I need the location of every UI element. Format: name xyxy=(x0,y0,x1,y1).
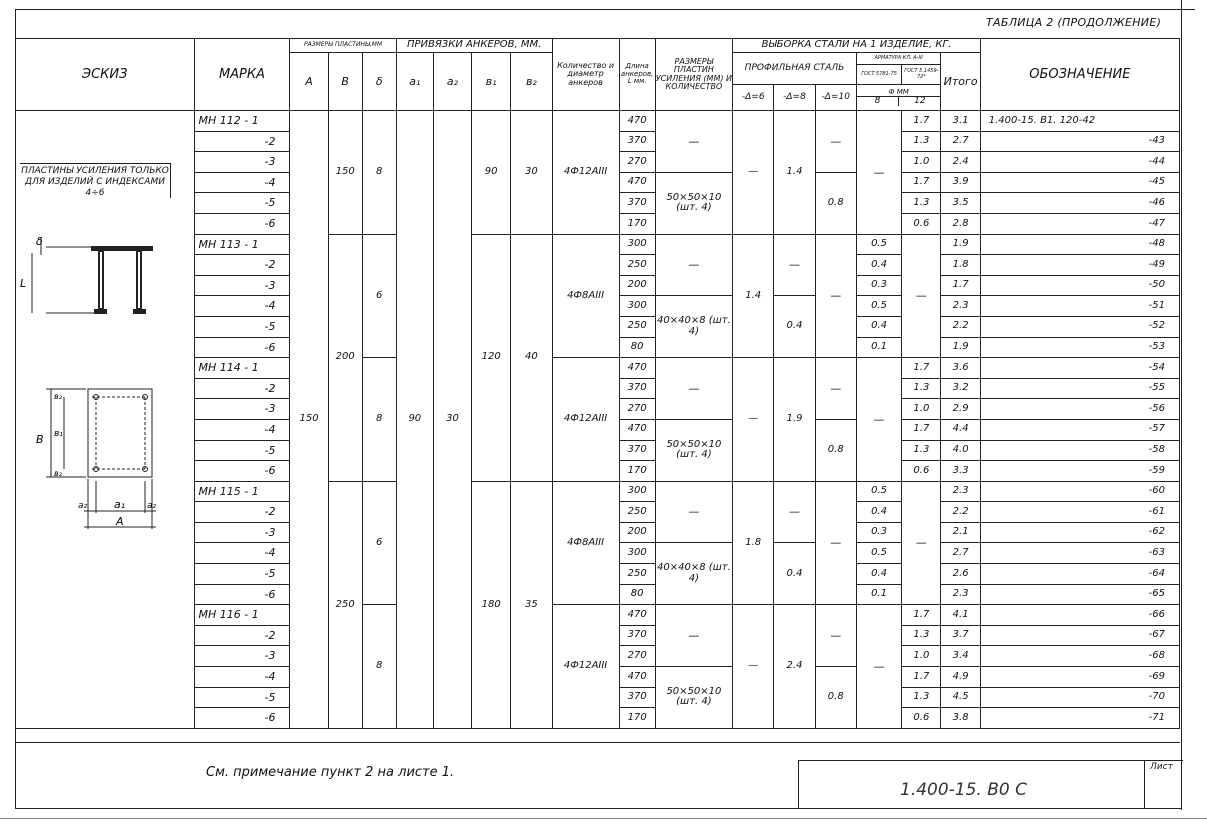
header-dim-b: В xyxy=(328,53,362,111)
sketch-note: ПЛАСТИНЫ УСИЛЕНИЯ ТОЛЬКО ДЛЯ ИЗДЕЛИЙ С ИНДЕКСАМИ 4÷6 xyxy=(20,163,171,198)
anchor-length-cell: 270 xyxy=(619,399,655,420)
marka-cell: МН 113 - 1 xyxy=(194,234,290,255)
designation-cell: -56 xyxy=(980,399,1179,420)
header-diameter-8: 8 xyxy=(857,97,899,106)
anchor-length-cell: 80 xyxy=(619,337,655,358)
marka-cell: -4 xyxy=(194,172,290,193)
anchor-length-cell: 470 xyxy=(619,358,655,379)
header-dim-a2: a₂ xyxy=(433,53,471,111)
rebar-8-cell: 0.4 xyxy=(856,316,901,337)
rebar-12-cell: 1.0 xyxy=(902,646,941,667)
steel-delta10-dash-cell: — xyxy=(815,234,856,358)
rebar-8-cell: 0.4 xyxy=(856,564,901,585)
steel-delta6-cell: 1.4 xyxy=(733,234,774,358)
anchor-a1-cell: 90 xyxy=(396,111,433,729)
designation-cell: -49 xyxy=(980,255,1179,276)
anchor-length-cell: 300 xyxy=(619,481,655,502)
marka-cell: -2 xyxy=(194,131,290,152)
total-cell: 2.7 xyxy=(941,131,980,152)
steel-delta10-cell: 0.8 xyxy=(815,419,856,481)
designation-cell: -66 xyxy=(980,605,1179,626)
total-cell: 1.7 xyxy=(941,275,980,296)
sheet-label: Лист xyxy=(1150,762,1173,772)
page-cut-line xyxy=(0,818,1207,819)
steel-delta8-dash-cell: — xyxy=(774,234,815,296)
total-cell: 2.8 xyxy=(941,213,980,234)
total-cell: 2.7 xyxy=(941,543,980,564)
marka-cell: -5 xyxy=(194,193,290,214)
rebar-12-cell: 1.0 xyxy=(902,152,941,173)
designation-cell: -53 xyxy=(980,337,1179,358)
designation-cell: -63 xyxy=(980,543,1179,564)
frame-right-line xyxy=(1181,0,1182,810)
marka-cell: -2 xyxy=(194,502,290,523)
anchor-length-cell: 470 xyxy=(619,172,655,193)
anchor-b2-cell: 40 xyxy=(511,234,552,481)
rebar-8-cell: 0.3 xyxy=(856,275,901,296)
total-cell: 2.2 xyxy=(941,316,980,337)
designation-cell: -69 xyxy=(980,667,1179,688)
anchor-qty-cell: 4Ф12АIII xyxy=(552,605,619,729)
sketch-label-b2-top: в₂ xyxy=(54,392,62,401)
header-rebar: АРМАТУРА КЛ. А-III xyxy=(856,53,941,65)
steel-delta8-cell: 1.4 xyxy=(774,111,815,235)
steel-delta8-cell: 1.9 xyxy=(774,358,815,482)
plate-delta-cell: 6 xyxy=(362,234,396,358)
rebar-8-dash-cell: — xyxy=(856,605,901,729)
marka-cell: -6 xyxy=(194,708,290,729)
table-bottom-line xyxy=(15,742,1180,743)
sketch-label-b: B xyxy=(36,433,44,446)
header-dim-a1: a₁ xyxy=(396,53,433,111)
header-sketch: ЭСКИЗ xyxy=(16,39,195,111)
header-anchor-bind: ПРИВЯЗКИ АНКЕРОВ, ММ. xyxy=(396,39,552,53)
rebar-8-cell: 0.5 xyxy=(856,234,901,255)
rebar-8-cell: 0.1 xyxy=(856,337,901,358)
reinf-plate-cell: 50×50×10 (шт. 4) xyxy=(655,667,732,729)
anchor-length-cell: 170 xyxy=(619,708,655,729)
steel-delta6-cell: — xyxy=(733,111,774,235)
sketch-label-l: L xyxy=(20,277,27,290)
anchor-a2-cell: 30 xyxy=(433,111,471,729)
sketch-label-b1: в₁ xyxy=(54,429,63,439)
rebar-12-dash-cell: — xyxy=(902,481,941,605)
anchor-length-cell: 170 xyxy=(619,213,655,234)
designation-cell: -60 xyxy=(980,481,1179,502)
plate-delta-cell: 8 xyxy=(362,358,396,482)
header-dim-b2: в₂ xyxy=(511,53,552,111)
plate-delta-cell: 6 xyxy=(362,481,396,605)
total-cell: 2.9 xyxy=(941,399,980,420)
anchor-length-cell: 80 xyxy=(619,584,655,605)
designation-cell: -71 xyxy=(980,708,1179,729)
total-cell: 3.4 xyxy=(941,646,980,667)
total-cell: 2.3 xyxy=(941,584,980,605)
anchor-length-cell: 300 xyxy=(619,296,655,317)
rebar-12-cell: 1.7 xyxy=(902,111,941,132)
total-cell: 4.1 xyxy=(941,605,980,626)
header-dim-b1: в₁ xyxy=(472,53,511,111)
marka-cell: -4 xyxy=(194,419,290,440)
designation-cell: -55 xyxy=(980,378,1179,399)
rebar-8-cell: 0.5 xyxy=(856,481,901,502)
rebar-12-cell: 0.6 xyxy=(902,708,941,729)
designation-cell: -46 xyxy=(980,193,1179,214)
anchor-length-cell: 270 xyxy=(619,152,655,173)
rebar-12-cell: 1.7 xyxy=(902,172,941,193)
anchor-length-cell: 300 xyxy=(619,234,655,255)
header-diameter-12: 12 xyxy=(914,95,926,106)
anchor-length-cell: 370 xyxy=(619,687,655,708)
header-anchor-length: Длина анкеров, L мм. xyxy=(619,39,655,111)
anchor-left xyxy=(99,251,103,309)
rebar-12-cell: 1.3 xyxy=(902,131,941,152)
designation-cell: -50 xyxy=(980,275,1179,296)
designation-cell: -57 xyxy=(980,419,1179,440)
steel-delta8-cell: 0.4 xyxy=(774,543,815,605)
rebar-8-cell: 0.4 xyxy=(856,255,901,276)
steel-delta6-cell: — xyxy=(733,358,774,482)
anchor-length-cell: 300 xyxy=(619,543,655,564)
rebar-12-cell: 0.6 xyxy=(902,213,941,234)
document-code: 1.400-15. В0 С xyxy=(900,780,1027,800)
header-reinforcement-plates: РАЗМЕРЫ ПЛАСТИН УСИЛЕНИЯ (ММ) И КОЛИЧЕСТВО xyxy=(655,39,732,111)
rebar-8-cell: 0.1 xyxy=(856,584,901,605)
header-delta-8: -Δ=8 xyxy=(774,85,815,111)
footer-note: См. примечание пункт 2 на листе 1. xyxy=(206,765,455,780)
anchor-b2-cell: 30 xyxy=(511,111,552,235)
total-cell: 1.9 xyxy=(941,234,980,255)
steel-delta6-cell: — xyxy=(733,605,774,729)
header-marka: МАРКА xyxy=(194,39,290,111)
sketch-label-a: A xyxy=(116,515,124,528)
anchor-length-cell: 370 xyxy=(619,440,655,461)
anchor-qty-cell: 4Ф12АIII xyxy=(552,358,619,482)
designation-cell: -47 xyxy=(980,213,1179,234)
rebar-8-cell: 0.3 xyxy=(856,522,901,543)
sketch-label-a1: a₁ xyxy=(114,498,126,511)
header-phi-mm: Ф ММ xyxy=(857,89,941,97)
anchor-length-cell: 370 xyxy=(619,193,655,214)
sketch-label-b2-bottom: в₂ xyxy=(54,469,62,478)
table-body xyxy=(16,111,1180,729)
reinf-plate-dash-cell: — xyxy=(655,358,732,420)
sketch-cell xyxy=(16,111,195,729)
marka-cell: -3 xyxy=(194,152,290,173)
reinf-plate-cell: 40×40×8 (шт. 4) xyxy=(655,296,732,358)
total-cell: 4.5 xyxy=(941,687,980,708)
anchor-length-cell: 370 xyxy=(619,378,655,399)
marka-cell: -4 xyxy=(194,667,290,688)
header-steel-selection: ВЫБОРКА СТАЛИ НА 1 ИЗДЕЛИЕ, КГ. xyxy=(733,39,981,53)
reinf-plate-cell: 50×50×10 (шт. 4) xyxy=(655,172,732,234)
marka-cell: -6 xyxy=(194,461,290,482)
rebar-12-cell: 1.7 xyxy=(902,605,941,626)
header-dim-a: А xyxy=(290,53,328,111)
plate-b-cell: 150 xyxy=(328,111,362,235)
steel-delta10-cell: 0.8 xyxy=(815,667,856,729)
anchor-length-cell: 370 xyxy=(619,625,655,646)
frame-top-line xyxy=(15,9,1195,10)
marka-cell: -6 xyxy=(194,337,290,358)
total-cell: 4.9 xyxy=(941,667,980,688)
anchor-right xyxy=(137,251,141,309)
anchor-qty-cell: 4Ф12АIII xyxy=(552,111,619,235)
rebar-12-cell: 1.7 xyxy=(902,419,941,440)
total-cell: 3.1 xyxy=(941,111,980,132)
marka-cell: -2 xyxy=(194,378,290,399)
steel-delta8-cell: 0.4 xyxy=(774,296,815,358)
rebar-12-cell: 1.7 xyxy=(902,358,941,379)
rebar-8-cell: 0.4 xyxy=(856,502,901,523)
total-cell: 2.6 xyxy=(941,564,980,585)
rebar-12-cell: 1.3 xyxy=(902,193,941,214)
reinf-plate-cell: 40×40×8 (шт. 4) xyxy=(655,543,732,605)
header-total: Итого xyxy=(941,53,980,111)
title-block-divider xyxy=(1144,760,1145,808)
anchor-length-cell: 270 xyxy=(619,646,655,667)
total-cell: 3.7 xyxy=(941,625,980,646)
header-plate-dims: РАЗМЕРЫ ПЛАСТИНЫ,ММ xyxy=(290,39,396,53)
designation-cell: -54 xyxy=(980,358,1179,379)
total-cell: 3.5 xyxy=(941,193,980,214)
total-cell: 1.8 xyxy=(941,255,980,276)
reinf-plate-cell: 50×50×10 (шт. 4) xyxy=(655,419,732,481)
sketch-label-a2-left: a₂ xyxy=(78,501,88,511)
reinf-plate-dash-cell: — xyxy=(655,605,732,667)
designation-cell: -44 xyxy=(980,152,1179,173)
header-gost-2: ГОСТ 5.1459-72* xyxy=(902,65,941,85)
anchor-length-cell: 470 xyxy=(619,605,655,626)
steel-delta10-dash-cell: — xyxy=(815,605,856,667)
anchor-length-cell: 250 xyxy=(619,502,655,523)
rebar-12-cell: 1.3 xyxy=(902,687,941,708)
rebar-12-cell: 1.3 xyxy=(902,440,941,461)
header-dim-delta: δ xyxy=(362,53,396,111)
reinf-plate-right xyxy=(133,309,146,314)
plate-b-cell: 200 xyxy=(328,234,362,481)
table-row xyxy=(16,111,1180,132)
sketch-label-a2-right: a₂ xyxy=(147,501,157,511)
sketch-drawing xyxy=(16,231,186,691)
marka-cell: -2 xyxy=(194,255,290,276)
designation-cell: -43 xyxy=(980,131,1179,152)
rebar-12-dash-cell: — xyxy=(902,234,941,358)
marka-cell: -6 xyxy=(194,584,290,605)
steel-delta10-dash-cell: — xyxy=(815,481,856,605)
anchor-b1-cell: 90 xyxy=(472,111,511,235)
anchor-length-cell: 250 xyxy=(619,316,655,337)
total-cell: 2.3 xyxy=(941,481,980,502)
total-cell: 2.1 xyxy=(941,522,980,543)
designation-cell: -59 xyxy=(980,461,1179,482)
steel-delta10-dash-cell: — xyxy=(815,358,856,420)
designation-cell: -61 xyxy=(980,502,1179,523)
rebar-12-cell: 1.3 xyxy=(902,378,941,399)
header-delta-6: -Δ=6 xyxy=(733,85,774,111)
designation-cell: -70 xyxy=(980,687,1179,708)
steel-delta8-dash-cell: — xyxy=(774,481,815,543)
marka-cell: -3 xyxy=(194,522,290,543)
rebar-8-cell: 0.5 xyxy=(856,296,901,317)
designation-cell: -68 xyxy=(980,646,1179,667)
rebar-12-cell: 1.0 xyxy=(902,399,941,420)
rebar-8-cell: 0.5 xyxy=(856,543,901,564)
anchor-length-cell: 200 xyxy=(619,275,655,296)
marka-cell: МН 115 - 1 xyxy=(194,481,290,502)
anchor-qty-cell: 4Ф8АIII xyxy=(552,481,619,605)
steel-delta6-cell: 1.8 xyxy=(733,481,774,605)
anchor-length-cell: 250 xyxy=(619,564,655,585)
marka-cell: -3 xyxy=(194,399,290,420)
marka-cell: -4 xyxy=(194,543,290,564)
total-cell: 1.9 xyxy=(941,337,980,358)
anchor-length-cell: 250 xyxy=(619,255,655,276)
header-anchor-qty: Количество и диаметр анкеров xyxy=(552,39,619,111)
marka-cell: -2 xyxy=(194,625,290,646)
plate-a-cell: 150 xyxy=(290,111,328,729)
total-cell: 3.6 xyxy=(941,358,980,379)
marka-cell: -5 xyxy=(194,316,290,337)
anchor-length-cell: 170 xyxy=(619,461,655,482)
rebar-12-cell: 0.6 xyxy=(902,461,941,482)
marka-cell: МН 112 - 1 xyxy=(194,111,290,132)
steel-delta10-cell: 0.8 xyxy=(815,172,856,234)
table-title: ТАБЛИЦА 2 (ПРОДОЛЖЕНИЕ) xyxy=(986,16,1162,29)
marka-cell: -5 xyxy=(194,440,290,461)
marka-cell: -5 xyxy=(194,687,290,708)
reinf-plate-dash-cell: — xyxy=(655,481,732,543)
reinf-plate-left xyxy=(94,309,107,314)
anchor-qty-cell: 4Ф8АIII xyxy=(552,234,619,358)
anchor-length-cell: 470 xyxy=(619,419,655,440)
reinf-plate-dash-cell: — xyxy=(655,111,732,173)
designation-cell: -58 xyxy=(980,440,1179,461)
marka-cell: -6 xyxy=(194,213,290,234)
total-cell: 3.2 xyxy=(941,378,980,399)
total-cell: 3.3 xyxy=(941,461,980,482)
marka-cell: МН 114 - 1 xyxy=(194,358,290,379)
total-cell: 3.8 xyxy=(941,708,980,729)
header-profile-steel: ПРОФИЛЬНАЯ СТАЛЬ xyxy=(733,53,857,85)
designation-cell: -52 xyxy=(980,316,1179,337)
steel-delta10-dash-cell: — xyxy=(815,111,856,173)
total-cell: 2.4 xyxy=(941,152,980,173)
specification-table xyxy=(15,38,1180,729)
designation-cell: -64 xyxy=(980,564,1179,585)
header-delta-10: -Δ=10 xyxy=(815,85,856,111)
reinf-plate-dash-cell: — xyxy=(655,234,732,296)
total-cell: 4.4 xyxy=(941,419,980,440)
header-designation: ОБОЗНАЧЕНИЕ xyxy=(980,39,1179,111)
marka-cell: МН 116 - 1 xyxy=(194,605,290,626)
anchor-length-cell: 370 xyxy=(619,131,655,152)
designation-cell: -67 xyxy=(980,625,1179,646)
designation-cell: -65 xyxy=(980,584,1179,605)
rebar-12-cell: 1.3 xyxy=(902,625,941,646)
header-gost-1: ГОСТ 5781-75 xyxy=(856,65,901,85)
rebar-8-dash-cell: — xyxy=(856,358,901,482)
total-cell: 3.9 xyxy=(941,172,980,193)
sketch-label-delta: δ xyxy=(36,235,43,248)
rebar-12-cell: 1.7 xyxy=(902,667,941,688)
marka-cell: -3 xyxy=(194,275,290,296)
marka-cell: -4 xyxy=(194,296,290,317)
designation-cell: -45 xyxy=(980,172,1179,193)
plate-delta-cell: 8 xyxy=(362,111,396,235)
marka-cell: -3 xyxy=(194,646,290,667)
marka-cell: -5 xyxy=(194,564,290,585)
steel-delta8-cell: 2.4 xyxy=(774,605,815,729)
designation-cell: 1.400-15. В1. 120-42 xyxy=(980,111,1179,132)
anchor-b1-cell: 120 xyxy=(472,234,511,481)
plan-plate xyxy=(88,389,152,477)
rebar-8-dash-cell: — xyxy=(856,111,901,235)
anchor-b2-cell: 35 xyxy=(511,481,552,728)
anchor-length-cell: 470 xyxy=(619,667,655,688)
designation-cell: -51 xyxy=(980,296,1179,317)
anchor-length-cell: 200 xyxy=(619,522,655,543)
plate-delta-cell: 8 xyxy=(362,605,396,729)
anchor-length-cell: 470 xyxy=(619,111,655,132)
total-cell: 2.2 xyxy=(941,502,980,523)
anchor-b1-cell: 180 xyxy=(472,481,511,728)
designation-cell: -62 xyxy=(980,522,1179,543)
designation-cell: -48 xyxy=(980,234,1179,255)
plate-b-cell: 250 xyxy=(328,481,362,728)
total-cell: 2.3 xyxy=(941,296,980,317)
total-cell: 4.0 xyxy=(941,440,980,461)
